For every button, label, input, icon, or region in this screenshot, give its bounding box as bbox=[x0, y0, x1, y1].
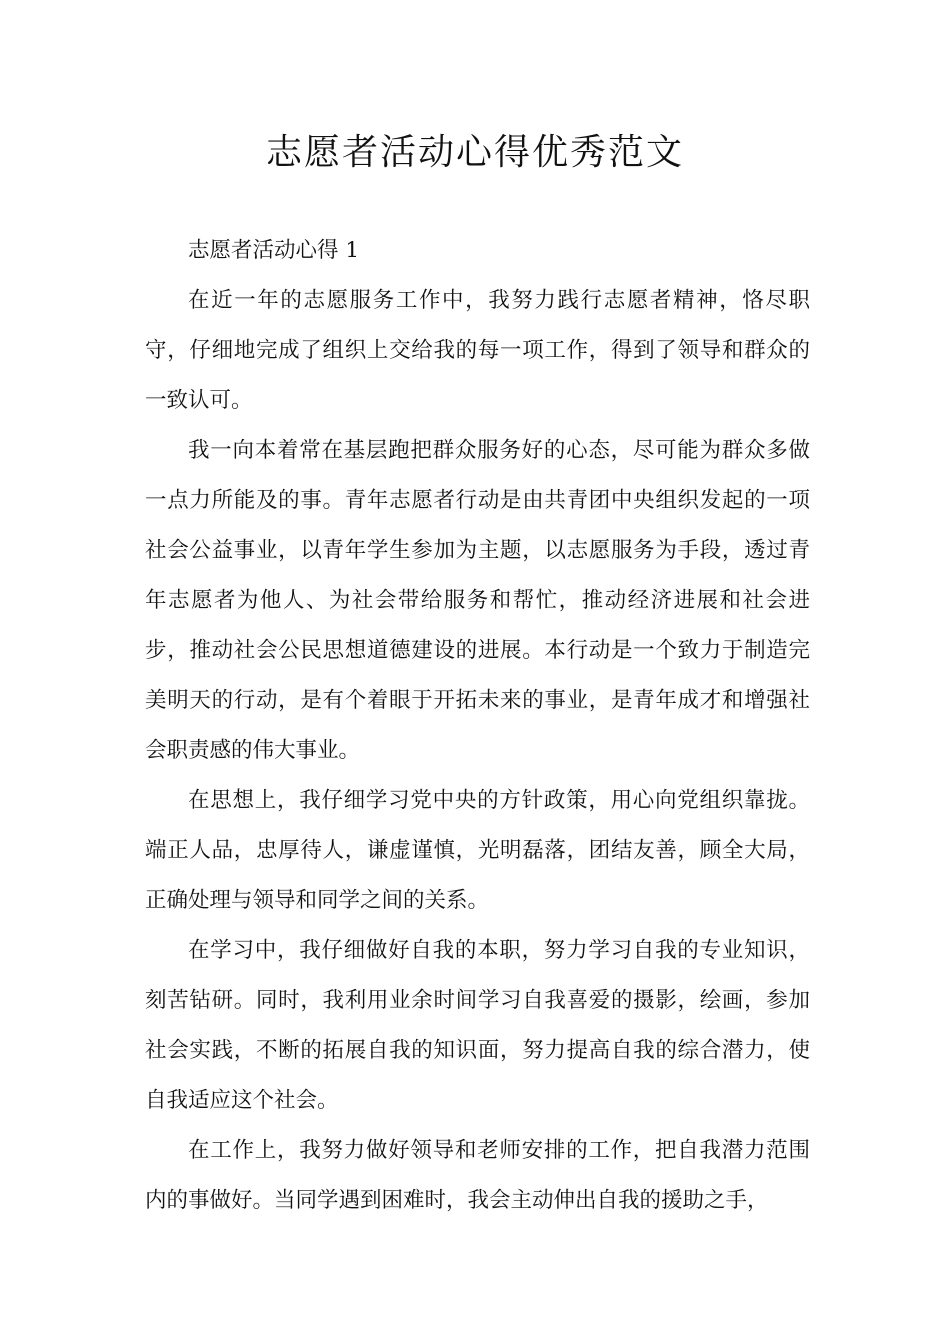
document-title: 志愿者活动心得优秀范文 bbox=[265, 132, 684, 173]
document-body bbox=[145, 226, 810, 1226]
paragraph-5: 在工作上，我努力做好领导和老师安排的工作，把自我潜力范围内的事做好。当同学遇到困难时，我会主动伸出自我的援助之手， bbox=[145, 1138, 810, 1213]
paragraph-4: 在学习中，我仔细做好自我的本职，努力学习自我的专业知识，刻苦钻研。同时，我利用业余时间学习自我喜爱的摄影，绘画，参加社会实践，不断的拓展自我的知识面，努力提高自我的综合潜力，使自我适应这个社会。 bbox=[145, 938, 810, 1113]
section-heading: 志愿者活动心得 1 bbox=[188, 238, 360, 263]
paragraph-3: 在思想上，我仔细学习党中央的方针政策，用心向党组织靠拢。端正人品，忠厚待人，谦虚谨慎，光明磊落，团结友善，顾全大局，正确处理与领导和同学之间的关系。 bbox=[145, 788, 810, 913]
paragraph-1: 在近一年的志愿服务工作中，我努力践行志愿者精神，恪尽职守，仔细地完成了组织上交给我的每一项工作，得到了领导和群众的一致认可。 bbox=[145, 288, 810, 413]
paragraph-2: 我一向本着常在基层跑把群众服务好的心态，尽可能为群众多做一点力所能及的事。青年志愿者行动是由共青团中央组织发起的一项社会公益事业，以青年学生参加为主题，以志愿服务为手段，透过青年志愿者为他人、为社会带给服务和帮忙，推动经济进展和社会进步，推动社会公民思想道德建设的进展。本行动是一个致力于制造完美明天的行动，是有个着眼于开拓未来的事业，是青年成才和增强社会职责感的伟大事业。 bbox=[145, 438, 810, 763]
